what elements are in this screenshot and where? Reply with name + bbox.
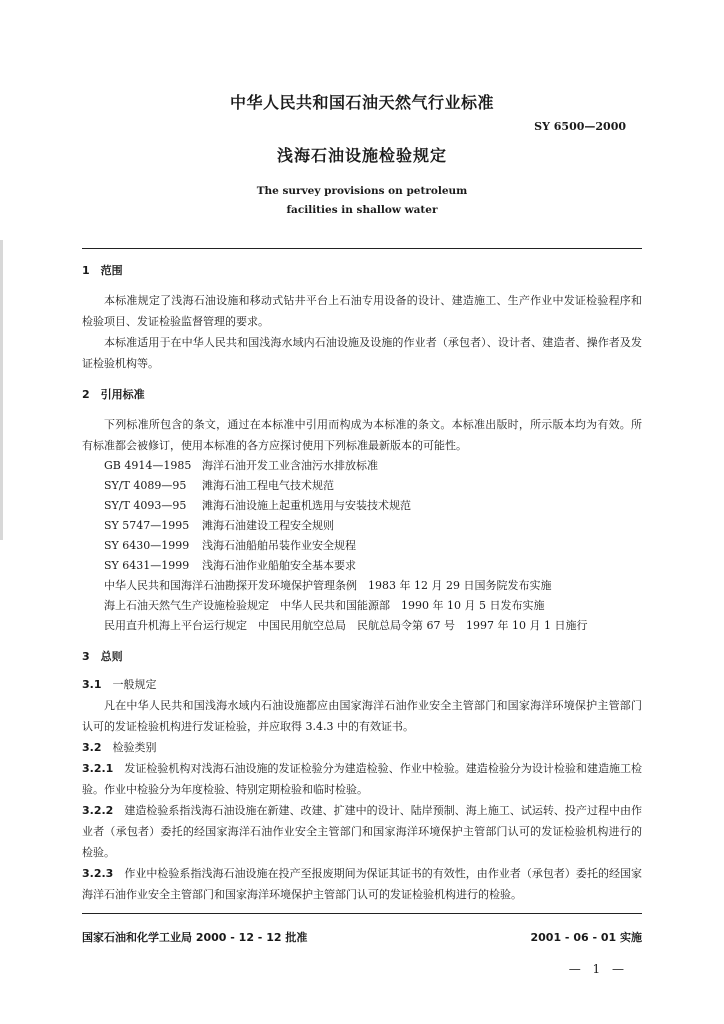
document-body (82, 262, 642, 905)
reference-regulation-item: 海上石油天然气生产设施检验规定 中华人民共和国能源部 1990 年 10 月 5 日发布实施 (104, 599, 545, 612)
reference-name: 浅海石油船舶吊装作业安全规程 (202, 539, 356, 552)
clause-title: 检验类别 (112, 741, 157, 754)
implementation-date: 2001 - 06 - 01 实施 (530, 931, 642, 944)
section-3-heading: 3 总则 (82, 650, 123, 663)
clause-3-2-3 (82, 863, 642, 905)
clause-3-1-text: 凡在中华人民共和国浅海水域内石油设施都应由国家海洋石油作业安全主管部门和国家海洋环境保护主管部门认可的发证检验机构进行发证检验，并应取得 3.4.3 中的有效证书。 (82, 699, 642, 733)
reference-standard-item (82, 556, 642, 576)
clause-number: 3.2.2 (82, 804, 114, 817)
reference-regulation-item: 民用直升机海上平台运行规定 中国民用航空总局 民航总局令第 67 号 1997 年 10 月 1 日施行 (104, 619, 588, 632)
standard-organization-header: 中华人民共和国石油天然气行业标准 (229, 93, 494, 112)
reference-name: 滩海石油设施上起重机选用与安装技术规范 (202, 499, 411, 512)
reference-name: 海洋石油开发工业含油污水排放标准 (202, 459, 378, 472)
footer-divider (82, 913, 642, 914)
clause-text: 作业中检验系指浅海石油设施在投产至报废期间为保证其证书的有效性，由作业者（承包者）委托的经国家海洋石油作业安全主管部门和国家海洋环境保护主管部门认可的发证检验机构进行的检验。 (82, 867, 642, 901)
reference-code: SY/T 4089—95 (104, 479, 187, 492)
standard-code: SY 6500—2000 (534, 120, 626, 133)
reference-standard-item (82, 516, 642, 536)
clause-number: 3.2.3 (82, 867, 114, 880)
section-1-paragraph-1: 本标准规定了浅海石油设施和移动式钻井平台上石油专用设备的设计、建造施工、生产作业中发证检验程序和检验项目、发证检验监督管理的要求。 (82, 294, 642, 328)
english-title-line-1: The survey provisions on petroleum (256, 185, 468, 197)
header-divider (82, 248, 642, 249)
scan-edge-mark (0, 240, 3, 540)
reference-code: SY 5747—1995 (104, 519, 190, 532)
reference-regulation-item: 中华人民共和国海洋石油勘探开发环境保护管理条例 1983 年 12 月 29 日国务院发布实施 (104, 579, 552, 592)
section-2-heading: 2 引用标准 (82, 388, 145, 401)
reference-code: SY 6430—1999 (104, 539, 190, 552)
clause-title: 一般规定 (112, 678, 157, 691)
clause-text: 建造检验系指浅海石油设施在新建、改建、扩建中的设计、陆岸预制、海上施工、试运转、投产过程中由作业者（承包者）委托的经国家海洋石油作业安全主管部门和国家海洋环境保护主管部门认可的发证检验机构进行的检验。 (82, 804, 642, 859)
clause-3-2-1 (82, 758, 642, 800)
reference-standard-item (82, 496, 642, 516)
reference-name: 滩海石油工程电气技术规范 (202, 479, 334, 492)
reference-standard-item (82, 456, 642, 476)
reference-standard-item (82, 536, 642, 556)
english-title-line-2: facilities in shallow water (286, 204, 438, 216)
clause-number: 3.2 (82, 741, 102, 754)
section-2-intro: 下列标准所包含的条文，通过在本标准中引用而构成为本标准的条文。本标准出版时，所示版本均为有效。所有标准都会被修订，使用本标准的各方应探讨使用下列标准最新版本的可能性。 (82, 418, 642, 452)
clause-number: 3.2.1 (82, 762, 114, 775)
reference-code: SY/T 4093—95 (104, 499, 187, 512)
clause-3-2-heading (82, 737, 642, 758)
approval-statement: 国家石油和化学工业局 2000 - 12 - 12 批准 (82, 931, 308, 944)
clause-number: 3.1 (82, 678, 102, 691)
reference-name: 滩海石油建设工程安全规则 (202, 519, 334, 532)
english-title (0, 182, 724, 220)
reference-code: GB 4914—1985 (104, 459, 192, 472)
section-1-paragraph-2: 本标准适用于在中华人民共和国浅海水域内石油设施及设施的作业者（承包者）、设计者、建造者、操作者及发证检验机构等。 (82, 336, 642, 370)
clause-3-1-heading (82, 674, 642, 695)
clause-3-2-2 (82, 800, 642, 863)
page-number: — 1 — (568, 962, 628, 976)
clause-text: 发证检验机构对浅海石油设施的发证检验分为建造检验、作业中检验。建造检验分为设计检验和建造施工检验。作业中检验分为年度检验、特别定期检验和临时检验。 (82, 762, 642, 796)
document-title: 浅海石油设施检验规定 (276, 146, 447, 165)
reference-code: SY 6431—1999 (104, 559, 190, 572)
reference-name: 浅海石油作业船舶安全基本要求 (202, 559, 356, 572)
reference-standard-item (82, 476, 642, 496)
section-1-heading: 1 范围 (82, 264, 123, 277)
